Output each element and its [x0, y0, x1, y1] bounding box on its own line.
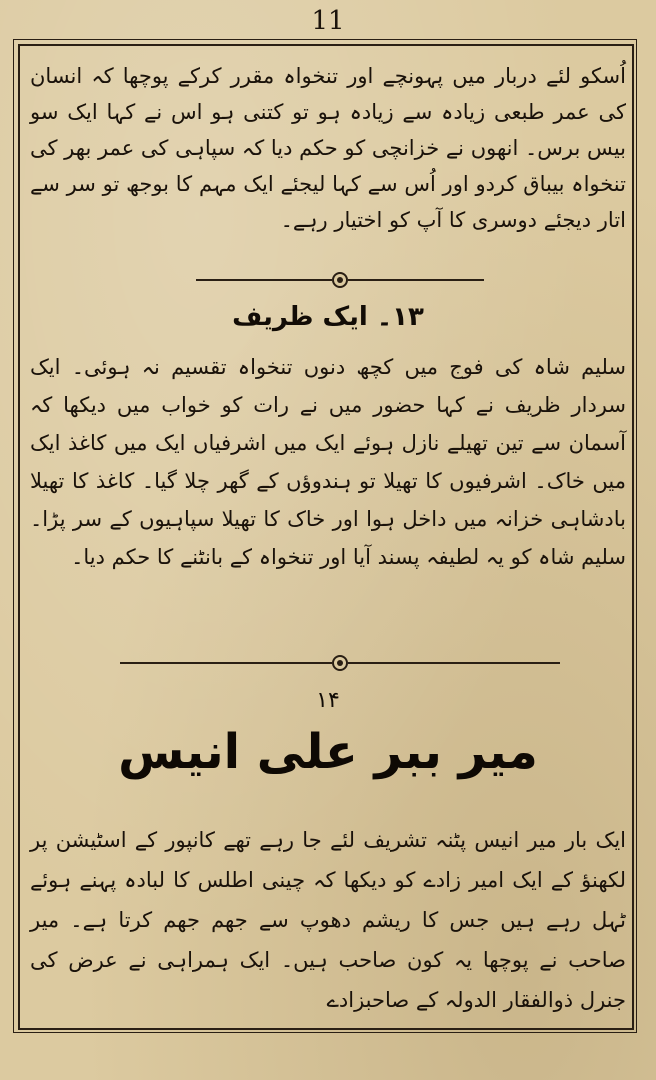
divider-line-left: [196, 279, 332, 281]
section-heading-ek-zareef: ۱۳۔ ایک ظریف: [232, 302, 424, 332]
divider-ornament-icon: [332, 272, 348, 288]
mir-anees-paragraph: ایک بار میر انیس پٹنہ تشریف لئے جا رہے تھے کانپور کے اسٹیشن پر لکھنؤ کے ایک امیر زادے کو دیکھا کہ چینی اطلس کا لبادہ پہنے ہوئے ٹہل رہے ہیں جس کا ریشم دھوپ سے جھم جھم کرتا ہے۔ میر صاحب نے پوچھا یہ کون صاحب ہیں۔ ایک ہمراہی نے عرض کی جنرل ذوالفقار الدولہ کے صاحبزادے: [30, 828, 626, 1012]
divider-ornament-icon: [332, 655, 348, 671]
divider-line-left: [120, 662, 332, 664]
divider-line-right: [348, 662, 560, 664]
section-number: ۱۴: [316, 688, 340, 713]
section-heading-mir-babar-ali-anees: میر ببر علی انیس: [118, 724, 538, 780]
ek-zareef-paragraph: سلیم شاہ کی فوج میں کچھ دنوں تنخواہ تقسیم نہ ہوئی۔ ایک سردار ظریف نے کہا حضور میں نے رات کو خواب میں دیکھا کہ آسمان سے تین تھیلے نازل ہوئے ایک میں اشرفیاں ایک میں کاغذ ایک میں خاک۔ اشرفیوں کا تھیلا تو ہندوؤں کے گھر چلا گیا۔ کاغذ کا تھیلا بادشاہی خزانہ میں داخل ہوا اور خاک کا تھیلا سپاہیوں کے سر پڑا۔ سلیم شاہ کو یہ لطیفہ پسند آیا اور تنخواہ کے بانٹنے کا حکم دیا۔: [30, 355, 626, 569]
page-number: 11: [311, 6, 345, 36]
divider-line-right: [348, 279, 484, 281]
story-continuation-paragraph: اُسکو لئے دربار میں پہونچے اور تنخواہ مقرر کرکے پوچھا کہ انسان کی عمر طبعی زیادہ سے زیادہ ہو تو کتنی ہو اس نے کہا ایک سو بیس برس۔ انھوں نے خزانچی کو حکم دیا کہ سپاہی کی عمر بھر کی تنخواہ بیباق کردو اور اُس سے کہا لیجئے ایک مہم کا بوجھ تو سر سے اتار دیجئے دوسری کا آپ کو اختیار رہے۔: [30, 64, 626, 232]
